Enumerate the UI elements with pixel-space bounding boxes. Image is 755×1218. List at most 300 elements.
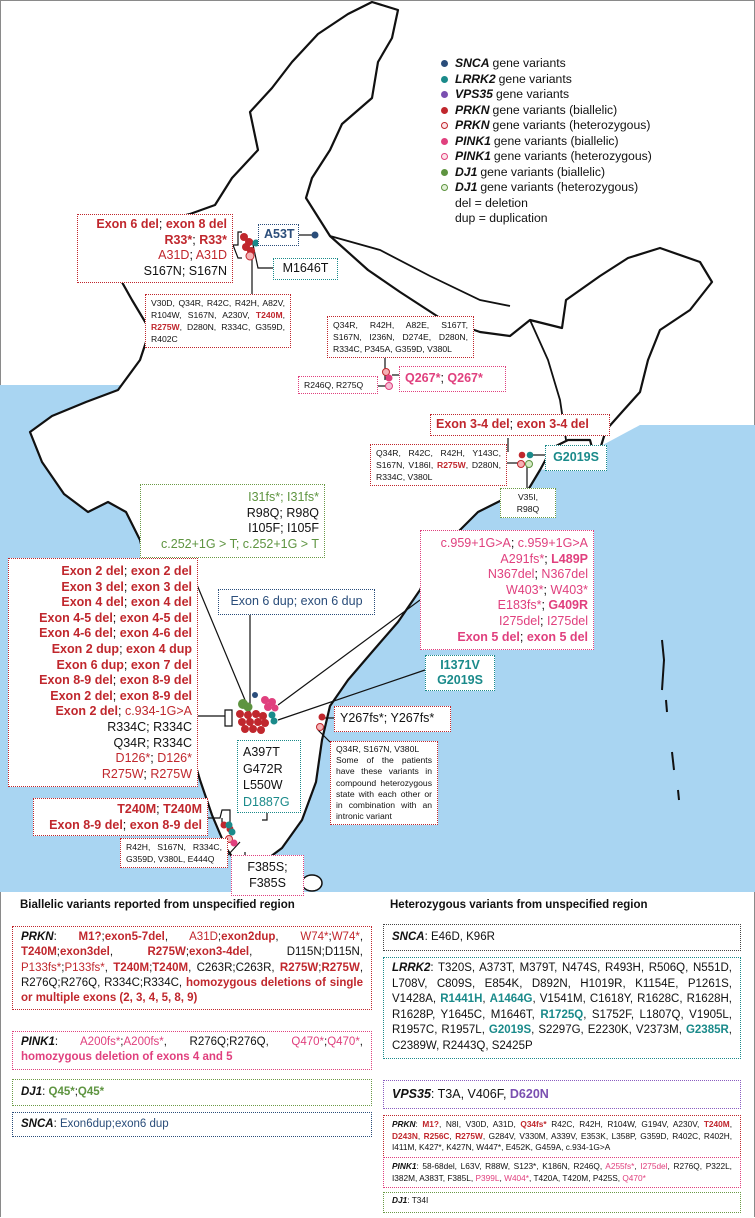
- legend-gene: DJ1: [455, 164, 478, 179]
- variant-text: T240M: [703, 1119, 730, 1129]
- variant-text: ;: [318, 961, 322, 974]
- variant-text: ;: [509, 417, 517, 431]
- variant-text: ,: [729, 1119, 732, 1129]
- variant-line: [146, 506, 319, 522]
- east-coast-prkn-biallelic-box: [334, 706, 451, 732]
- variant-text: ,: [417, 1130, 424, 1141]
- variant-text: , G284V, V330M, A339V, E353K, L358P, G359D, R402C, R402H, I411M, K427*, K427N, W447*, E452K, G459A, c.934-1G>A: [392, 1130, 732, 1153]
- variant-line: [14, 751, 192, 767]
- south-dj1-biallelic-box: [140, 484, 325, 558]
- variant-line: [340, 711, 445, 727]
- variant-text: W404*: [504, 1172, 530, 1183]
- gene-name: PINK1: [392, 1161, 417, 1171]
- variant-text: ;: [540, 613, 547, 628]
- variant-text: A31D: [158, 248, 190, 263]
- variant-line: [264, 227, 293, 243]
- variant-text: P399L: [475, 1172, 500, 1183]
- legend-label: gene variants: [498, 71, 572, 86]
- variant-text: Exon 2 del: [61, 564, 124, 578]
- variant-line: [426, 583, 588, 599]
- variant-text: : T320S, A373T, M379T, N474S, R493H, R506Q, N551D, L708V, C809S, E854K, D892N, H1019R, K1154E, P1261S, V1428A,: [392, 962, 732, 1006]
- variant-line: [426, 598, 588, 614]
- variant-text: ;: [112, 673, 120, 688]
- legend-label: gene variants (biallelic): [492, 102, 618, 117]
- variant-text: Exon 2 del: [55, 704, 118, 719]
- variant-text: ,: [275, 931, 301, 943]
- variant-line: [14, 767, 192, 783]
- variant-text: ;: [510, 536, 518, 550]
- variant-text: , D115N;D115N,: [249, 946, 363, 959]
- variant-text: ;: [122, 818, 130, 832]
- variant-text: A397T: [243, 745, 280, 759]
- variant-line: [431, 658, 489, 673]
- variant-text: A31D: [195, 248, 227, 263]
- variant-text: I1371V: [440, 658, 480, 672]
- variant-text: ;: [120, 1036, 124, 1048]
- variant-line: [21, 930, 363, 1006]
- legend-label: gene variants (heterozygous): [480, 180, 639, 194]
- variant-text: exon 8-9 del: [129, 818, 202, 832]
- variant-text: W403*: [550, 582, 588, 597]
- variant-text: Exon 4-6 del: [39, 626, 113, 641]
- variant-text: exon 8-9 del: [119, 688, 192, 703]
- variant-line: [39, 801, 202, 817]
- variant-text: Some of the patients have these variants in compound heterozygous state with each other or in combination with an intronic variant: [336, 755, 432, 822]
- variant-text: ;: [74, 1086, 78, 1098]
- east-lrrk2-box: [545, 445, 607, 471]
- gene-name: DJ1: [21, 1086, 43, 1098]
- variant-text: ;: [192, 232, 200, 247]
- east-prkn-biallelic-box: [430, 414, 610, 436]
- variant-text: ;: [217, 931, 222, 943]
- variant-text: R42C, R42H, R104W, G194V, A230V,: [546, 1119, 704, 1129]
- north-snca-box: [258, 224, 299, 246]
- variant-line: [279, 261, 332, 277]
- variant-text: , V1541M, C1618Y, R1628C, R1628H, R1628P, Y1645C, M1646T,: [392, 993, 732, 1021]
- gene-name: PRKN: [21, 931, 54, 943]
- legend-marker-icon: [441, 91, 448, 98]
- variant-text: Exon 3-4 del: [436, 417, 510, 431]
- variant-text: R275W: [147, 946, 186, 959]
- variant-line: [243, 794, 295, 811]
- variant-text: exon3-4del: [189, 946, 250, 959]
- central-pink1-biallelic-box: [399, 366, 506, 392]
- variant-text: ;: [123, 579, 131, 594]
- variant-line: [21, 1117, 363, 1132]
- variant-line: [14, 720, 192, 736]
- variant-text: T240M: [163, 802, 202, 816]
- variant-text: W74*: [331, 931, 360, 943]
- variant-text: R33*: [164, 232, 193, 247]
- variant-text: exon 4 dup: [126, 641, 192, 656]
- variant-text: , C263R;C263R,: [188, 961, 280, 974]
- variant-text: W74*: [300, 931, 329, 943]
- variant-text: R275W: [151, 322, 180, 333]
- variant-text: exon 2 del: [130, 564, 192, 578]
- tip-prkn-het-box: [120, 838, 228, 868]
- legend-marker-icon: [441, 169, 448, 176]
- variant-text: exon 4-5 del: [119, 610, 192, 625]
- legend-gene: PRKN: [455, 102, 490, 117]
- variant-text: Exon 8-9 del: [39, 673, 113, 688]
- variant-line: [551, 450, 601, 466]
- variant-line: [392, 1195, 732, 1207]
- variant-text: , C2389W, R2443Q, S2425P: [392, 1024, 732, 1052]
- variant-text: P133fs*: [64, 961, 105, 974]
- central-prkn-het-box: [327, 316, 474, 358]
- variant-text: exon 7 del: [130, 657, 192, 672]
- variant-text: :: [42, 1086, 49, 1098]
- variant-line: [304, 379, 372, 391]
- variant-text: exon 3 del: [130, 579, 192, 594]
- south-pink1-biallelic-box: [420, 530, 594, 650]
- variant-text: ,: [164, 931, 190, 943]
- variant-text: ;: [158, 217, 166, 231]
- variant-text: exon5-7del: [104, 931, 165, 943]
- variant-line: [39, 817, 202, 833]
- variant-text: Exon 8-9 del: [49, 818, 123, 832]
- variant-text: Q45*: [48, 1086, 75, 1098]
- variant-text: R275W: [150, 766, 192, 781]
- north-prkn-het-box: [145, 294, 291, 348]
- variant-text: exon 8 del: [165, 217, 227, 231]
- variant-line: [83, 248, 227, 264]
- variant-line: [83, 217, 227, 233]
- legend-label: gene variants (biallelic): [480, 164, 606, 179]
- variant-line: [151, 297, 285, 345]
- variant-text: R275W: [455, 1130, 483, 1141]
- het-snca-box: [383, 924, 741, 951]
- east-coast-prkn-het-box: [330, 741, 438, 825]
- variant-text: , S1752F, L1807Q, V1905L, R1957C, R1957L,: [392, 1008, 732, 1037]
- variant-line: [392, 961, 732, 1055]
- legend-label: gene variants (heterozygous): [492, 118, 651, 132]
- het-prkn-box: [383, 1115, 741, 1158]
- legend-marker-icon: [441, 122, 448, 129]
- south-snca-box: [218, 589, 375, 615]
- variant-text: ;: [440, 371, 448, 385]
- variant-line: [426, 552, 588, 568]
- variant-text: A200fs*: [123, 1036, 164, 1048]
- variant-line: [14, 736, 192, 752]
- variant-text: D1887G: [243, 794, 290, 809]
- legend-marker-icon: [441, 76, 448, 83]
- variant-text: homozygous deletion of exons 4 and 5: [21, 1051, 233, 1064]
- variant-line: [243, 761, 295, 778]
- variant-text: D126*: [157, 751, 192, 766]
- variant-text: P133fs*: [21, 961, 62, 974]
- variant-text: S167N; S167N: [143, 263, 227, 278]
- variant-text: A200fs*: [80, 1036, 121, 1048]
- variant-line: [14, 626, 192, 642]
- variant-text: ;: [112, 688, 120, 703]
- legend-marker-icon: [441, 60, 448, 67]
- legend-item: [441, 56, 652, 72]
- variant-text: R334C; R334C: [107, 719, 192, 734]
- variant-text: Q34R, S167N, V380L: [336, 744, 420, 754]
- sri-lanka: [302, 875, 322, 891]
- variant-text: ;: [101, 931, 105, 943]
- variant-text: R1441H: [440, 993, 483, 1006]
- variant-text: M1646T: [282, 261, 329, 275]
- variant-text: exon2dup: [221, 931, 276, 943]
- variant-text: ,: [104, 961, 114, 974]
- variant-text: ;: [519, 629, 527, 644]
- variant-text: Q34fs*: [520, 1119, 547, 1129]
- variant-text: , D280N, R334C, G359D, R402C: [151, 322, 285, 345]
- variant-text: V35I, R98Q: [516, 492, 540, 515]
- variant-text: Q267*: [405, 371, 441, 385]
- variant-text: ,: [634, 1161, 641, 1171]
- variant-line: [392, 1161, 732, 1184]
- variant-text: ;: [61, 961, 65, 974]
- gene-name: LRRK2: [392, 962, 431, 974]
- variant-text: , R276Q;R276Q,: [163, 1036, 292, 1048]
- variant-text: Exon 2 del: [50, 688, 113, 703]
- variant-text: F385S; F385S: [247, 860, 288, 890]
- variant-text: c.959+1G>A: [440, 536, 511, 550]
- variant-text: :: [53, 931, 79, 943]
- variant-line: [146, 490, 319, 506]
- variant-text: Y267fs*; Y267fs*: [340, 711, 435, 725]
- variant-text: A53T: [264, 227, 295, 241]
- variant-text: Exon 5 del: [457, 629, 520, 644]
- variant-text: exon 5 del: [526, 629, 588, 644]
- variant-line: [237, 860, 298, 891]
- variant-text: ;: [156, 802, 164, 816]
- legend-note: [441, 196, 652, 212]
- variant-text: R275W: [437, 460, 466, 471]
- variant-line: [392, 930, 732, 945]
- variant-text: Exon 6 dup: [56, 657, 124, 672]
- variant-text: homozygous deletions of single or multiple exons (2, 3, 4, 5, 8, 9): [21, 976, 363, 1005]
- variant-line: [126, 841, 222, 865]
- variant-text: ;: [117, 704, 125, 719]
- legend-item: [441, 87, 652, 103]
- variant-line: [14, 595, 192, 611]
- variant-text: T240M: [117, 802, 157, 816]
- variant-line: [243, 744, 295, 761]
- variant-text: :: [415, 1119, 423, 1129]
- legend-item: [441, 180, 652, 196]
- variant-text: G2385R: [685, 1024, 729, 1037]
- variant-text: :: [54, 1036, 81, 1048]
- variant-text: R1725Q: [540, 1008, 584, 1021]
- north-prkn-biallelic-box: [77, 214, 233, 283]
- variant-text: W403*: [505, 582, 544, 597]
- variant-line: [431, 673, 489, 688]
- variant-line: [336, 755, 432, 822]
- legend-item: [441, 118, 652, 134]
- variant-line: [14, 673, 192, 689]
- variant-line: [224, 594, 369, 610]
- het-vps35-box: [383, 1080, 741, 1109]
- variant-text: T240M: [152, 961, 189, 974]
- variant-text: exon3del: [60, 946, 110, 959]
- variant-text: Exon 4 del: [61, 595, 124, 610]
- legend-item: [441, 165, 652, 181]
- variant-text: ,: [282, 310, 285, 321]
- central-pink1-het-box: [298, 376, 378, 394]
- variant-line: [376, 447, 501, 483]
- variant-text: ;: [534, 567, 542, 582]
- gene-name: PRKN: [392, 1119, 416, 1129]
- legend-label: gene variants: [495, 87, 570, 101]
- variant-line: [336, 744, 432, 755]
- gene-name: SNCA: [21, 1118, 54, 1130]
- south-lrrk2-box: [425, 655, 495, 691]
- variant-text: A255fs*: [605, 1161, 635, 1171]
- legend-label: gene variants (heterozygous): [493, 149, 652, 163]
- legend-gene: PINK1: [455, 133, 491, 148]
- variant-text: : E46D, K96R: [424, 931, 495, 943]
- variant-text: Q470*: [622, 1172, 646, 1183]
- variant-text: ;: [328, 931, 332, 943]
- variant-text: A1464G: [489, 993, 533, 1006]
- variant-text: , N8I, V30D, A31D,: [438, 1119, 521, 1129]
- variant-text: R256C: [423, 1130, 450, 1141]
- legend-gene: DJ1: [455, 180, 478, 194]
- biallelic-dj1-box: [12, 1079, 372, 1106]
- variant-text: , R276Q, P322L, I382M, A383T, F385L,: [392, 1161, 732, 1183]
- variant-line: [14, 658, 192, 674]
- legend-marker-icon: [441, 153, 448, 160]
- variant-line: [243, 777, 295, 794]
- variant-text: ,: [499, 1172, 505, 1183]
- biallelic-heading: Biallelic variants reported from unspecified region: [20, 899, 295, 911]
- variant-line: [14, 611, 192, 627]
- variant-line: [14, 704, 192, 720]
- legend-note: [441, 211, 652, 227]
- variant-text: I275del: [546, 613, 588, 628]
- variant-text: D126*: [115, 751, 151, 766]
- gene-name: SNCA: [392, 931, 425, 943]
- variant-text: , D280N, R334C, V380L: [376, 460, 501, 483]
- variant-text: ;: [541, 598, 549, 613]
- variant-text: :: [53, 1118, 60, 1130]
- variant-text: R42H, S167N, R334C, G359D, V380L, E444Q: [126, 842, 222, 865]
- variant-text: I275del: [640, 1161, 668, 1171]
- legend-marker-icon: [441, 107, 448, 114]
- variant-text: ;: [149, 961, 153, 974]
- legend-gene: VPS35: [455, 87, 493, 101]
- variant-text: exon 3-4 del: [516, 417, 589, 431]
- het-lrrk2-box: [383, 957, 741, 1059]
- variant-text: G2019S: [488, 1024, 532, 1037]
- variant-text: T240M: [21, 946, 57, 959]
- legend-item: [441, 134, 652, 150]
- variant-text: ;: [123, 657, 131, 672]
- variant-text: Q470*: [291, 1036, 324, 1048]
- variant-text: Q34R, R42C, R42H, Y143C, S167N, V186I,: [376, 448, 501, 471]
- variant-text: : T3A, V406F,: [430, 1087, 510, 1101]
- variant-line: [14, 642, 192, 658]
- variant-text: R275W: [101, 766, 144, 781]
- het-dj1-box: [383, 1192, 741, 1213]
- variant-text: R246Q, R275Q: [304, 380, 364, 390]
- variant-line: [146, 537, 319, 553]
- variant-text: ;: [323, 1036, 328, 1048]
- variant-text: ;: [112, 610, 120, 625]
- biallelic-prkn-box: [12, 926, 372, 1010]
- variant-text: ;: [119, 641, 127, 656]
- variant-text: N367del: [541, 567, 588, 582]
- variant-text: Exon 6 dup; exon 6 dup: [230, 594, 363, 608]
- variant-text: ,: [359, 931, 364, 943]
- variant-text: Exon 6 del: [96, 217, 159, 231]
- variant-line: [14, 580, 192, 596]
- variant-text: Exon6dup;exon6 dup: [59, 1118, 169, 1130]
- variant-text: ,: [109, 946, 148, 959]
- gene-name: DJ1: [392, 1195, 408, 1205]
- legend-marker-icon: [441, 184, 448, 191]
- variant-text: Exon 3 del: [61, 579, 124, 594]
- variant-text: ;: [185, 946, 190, 959]
- south-lrrk2-box-2: [237, 740, 301, 813]
- variant-text: exon 8-9 del: [119, 673, 192, 688]
- legend-label: gene variants: [492, 56, 566, 70]
- variant-text: Exon 4-5 del: [39, 610, 113, 625]
- variant-line: [392, 1086, 732, 1103]
- variant-line: [21, 1035, 363, 1066]
- variant-line: [14, 689, 192, 705]
- legend-item: [441, 72, 652, 88]
- gene-name: VPS35: [392, 1087, 431, 1101]
- variant-text: R275W: [279, 961, 319, 974]
- north-lrrk2-box: [273, 258, 338, 280]
- legend: [441, 56, 652, 227]
- variant-text: ;: [56, 946, 60, 959]
- legend-marker-icon: [441, 138, 448, 145]
- legend-note-text: del = deletion: [455, 195, 528, 210]
- variant-text: ,: [482, 993, 490, 1006]
- variant-text: ;: [123, 564, 131, 578]
- variant-text: , S2297G, E2230K, V2373M,: [531, 1024, 686, 1037]
- variant-text: G2019S: [553, 450, 599, 464]
- variant-text: R275W: [321, 961, 360, 974]
- variant-text: I105F; I105F: [248, 521, 319, 536]
- variant-line: [83, 264, 227, 280]
- variant-text: exon 4-6 del: [119, 626, 192, 641]
- variant-text: N367del: [487, 567, 535, 582]
- south-prkn-biallelic-box: [8, 558, 198, 787]
- legend-gene: PINK1: [455, 149, 491, 163]
- variant-text: D243N: [392, 1130, 418, 1141]
- variant-line: [426, 630, 588, 646]
- variant-text: ;: [123, 595, 131, 610]
- variant-text: A31D: [189, 931, 218, 943]
- variant-line: [426, 536, 588, 552]
- legend-gene: LRRK2: [455, 71, 496, 86]
- east-prkn-het-box: [370, 444, 507, 486]
- variant-line: [21, 1085, 363, 1100]
- legend-item: [441, 149, 652, 165]
- biallelic-snca-box: [12, 1112, 372, 1137]
- variant-text: , R276Q;R276Q, R334C;R334C,: [21, 961, 364, 989]
- legend-gene: SNCA: [455, 56, 490, 70]
- variant-text: I31fs*; I31fs*: [248, 490, 319, 504]
- variant-text: ,: [359, 1036, 363, 1048]
- variant-text: T240M: [255, 310, 283, 321]
- legend-item: [441, 103, 652, 119]
- variant-text: M1?: [78, 931, 102, 943]
- variant-text: I275del: [499, 613, 541, 628]
- variant-text: ;: [544, 551, 552, 566]
- tip-prkn-biallelic-box: [33, 798, 208, 836]
- variant-line: [405, 371, 500, 387]
- variant-line: [426, 567, 588, 583]
- variant-text: c.252+1G > T; c.252+1G > T: [161, 536, 319, 551]
